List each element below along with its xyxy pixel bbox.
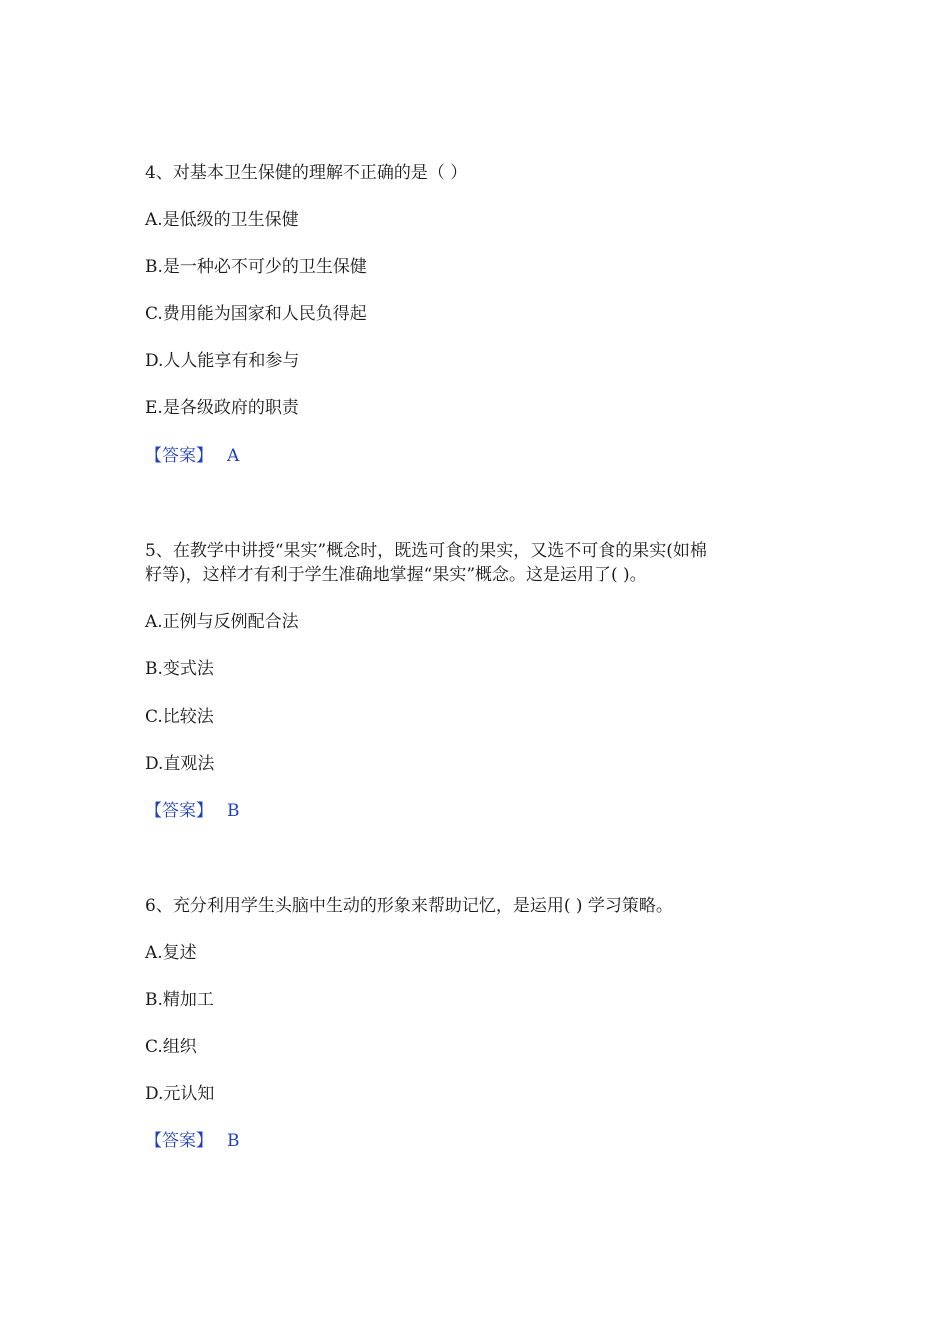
answer-label: 【答案】 xyxy=(145,446,213,466)
question-stem: 6、充分利用学生头脑中生动的形象来帮助记忆，是运用( ) 学习策略。 xyxy=(145,896,673,916)
answer-value: B xyxy=(227,1131,240,1151)
answer-label: 【答案】 xyxy=(145,1131,213,1151)
question-stem-continued: 籽等)，这样才有利于学生准确地掌握“果实”概念。这是运用了( )。 xyxy=(145,565,647,585)
answer-value: B xyxy=(227,801,240,821)
option-e: E.是各级政府的职责 xyxy=(145,398,299,418)
answer-label: 【答案】 xyxy=(145,801,213,821)
answer-line xyxy=(145,799,240,823)
option-d: D.直观法 xyxy=(145,754,215,774)
option-d: D.元认知 xyxy=(145,1084,215,1104)
question-stem: 5、在教学中讲授“果实”概念时，既选可食的果实，又选不可食的果实(如棉 xyxy=(145,541,707,561)
option-d: D.人人能享有和参与 xyxy=(145,351,300,371)
option-a: A.复述 xyxy=(145,943,197,963)
answer-line xyxy=(145,444,239,468)
option-c: C.组织 xyxy=(145,1037,197,1057)
option-c: C.费用能为国家和人民负得起 xyxy=(145,304,367,324)
option-b: B.变式法 xyxy=(145,659,214,679)
option-b: B.是一种必不可少的卫生保健 xyxy=(145,257,367,277)
question-stem: 4、对基本卫生保健的理解不正确的是（ ） xyxy=(145,163,468,183)
answer-value: A xyxy=(227,446,240,466)
option-c: C.比较法 xyxy=(145,707,214,727)
option-a: A.正例与反例配合法 xyxy=(145,612,299,632)
answer-line xyxy=(145,1129,240,1153)
option-a: A.是低级的卫生保健 xyxy=(145,210,299,230)
option-b: B.精加工 xyxy=(145,990,214,1010)
